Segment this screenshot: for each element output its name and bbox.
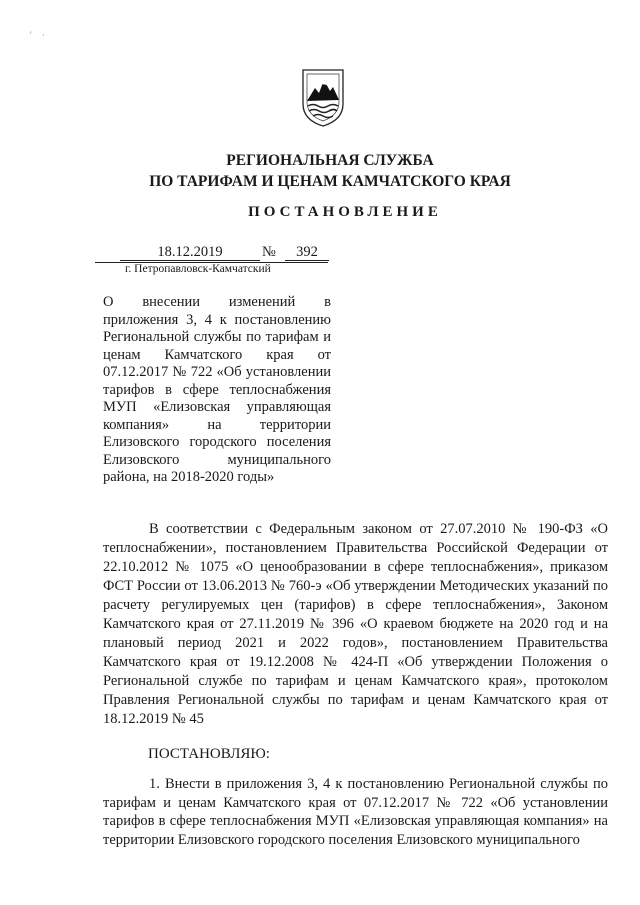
decree-item-1: 1. Внести в приложения 3, 4 к постановлению Региональной службы по тарифам и ценам Камчатского края от 07.12.2017 № 722 «Об установлении тарифов в сфере теплоснабжения МУП «Елизовская управляющая компания» на территории Елизовского городского поселения Елизовского муниципального	[103, 776, 608, 848]
decree-heading: ПОСТАНОВЛЯЮ:	[148, 746, 270, 762]
kamchatka-coat-of-arms-icon	[300, 68, 346, 128]
city-name: г. Петропавловск-Камчатский	[125, 263, 271, 275]
scan-mark: ·	[42, 30, 45, 40]
number-sign: №	[262, 244, 276, 260]
org-line-1: РЕГИОНАЛЬНАЯ СЛУЖБА	[226, 152, 434, 169]
legal-basis-paragraph: В соответствии с Федеральным законом от 27.07.2010 № 190-ФЗ «О теплоснабжении», постановлением Правительства Российской Федерации от 22.10.2012 № 1075 «О ценообразовании в сфере теплоснабжения», приказом ФСТ России от 13.06.2013 № 760-э «Об утверждении Методических указаний по расчету регулируемых цен (тарифов) в сфере теплоснабжения», Законом Камчатского края от 27.11.2019 № 396 «О краевом бюджете на 2020 год и на плановый период 2021 и 2022 годов», постановлением Правительства Камчатского края от 19.12.2008 № 424-П «Об утверждении Положения о Региональной службе по тарифам и ценам Камчатского края», протоколом Правления Региональной службы по тарифам и ценам Камчатского края от 18.12.2019 № 45	[103, 521, 608, 727]
organization-title	[10, 150, 640, 192]
document-date: 18.12.2019	[120, 244, 260, 261]
document-type: ПОСТАНОВЛЕНИЕ	[248, 204, 442, 220]
scan-mark: '	[30, 30, 32, 40]
org-line-2: ПО ТАРИФАМ И ЦЕНАМ КАМЧАТСКОГО КРАЯ	[149, 173, 511, 190]
document-subject: О внесении изменений в приложения 3, 4 к постановлению Региональной службы по тарифам и ценам Камчатского края от 07.12.2017 № 722 «Об установлении тарифов в сфере теплоснабжения МУП «Елизовская управляющая компания» на территории Елизовского городского поселения Елизовского муниципального района, на 2018-2020 годы»	[103, 294, 331, 485]
document-number: 392	[285, 244, 329, 261]
